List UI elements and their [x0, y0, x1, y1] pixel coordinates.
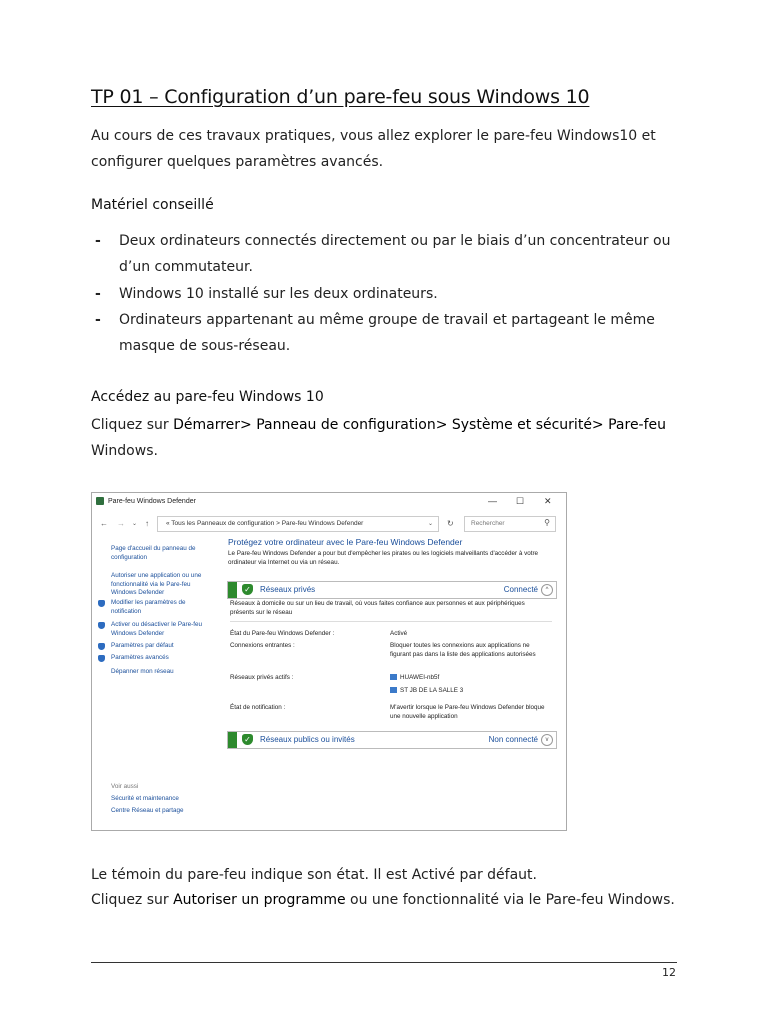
- close-icon[interactable]: ✕: [544, 496, 552, 506]
- link-advanced[interactable]: Paramètres avancés: [111, 654, 213, 663]
- state-label: État du Pare-feu Windows Defender :: [230, 630, 335, 637]
- left-pane: [92, 537, 220, 827]
- private-networks-label: Réseaux privés: [260, 585, 316, 594]
- link-troubleshoot[interactable]: Dépanner mon réseau: [111, 668, 174, 675]
- notification-value: M'avertir lorsque le Pare-feu Windows Defender bloque une nouvelle application: [390, 704, 545, 720]
- network-icon: [390, 687, 397, 693]
- firewall-window-screenshot: [91, 492, 567, 831]
- private-networks-status: Connecté: [503, 585, 538, 594]
- window-titlebar: [92, 493, 566, 511]
- status-bar: [228, 582, 237, 598]
- firewall-icon: [96, 497, 104, 505]
- state-value: Activé: [390, 630, 408, 637]
- bullet-dash: -: [95, 312, 101, 328]
- link-network-center[interactable]: Centre Réseau et partage: [111, 807, 184, 814]
- search-placeholder: Rechercher: [471, 520, 505, 527]
- click-instruction: [91, 887, 691, 913]
- window-title: Pare-feu Windows Defender: [108, 498, 196, 505]
- address-dropdown-icon[interactable]: ⌄: [428, 521, 434, 527]
- intro-line-1: Au cours de ces travaux pratiques, vous allez explorer le pare-feu Windows10 et: [91, 128, 656, 144]
- intro-line-2: configurer quelques paramètres avancés.: [91, 154, 384, 170]
- private-networks-header[interactable]: [227, 581, 557, 599]
- public-networks-label: Réseaux publics ou invités: [260, 735, 355, 744]
- forward-icon[interactable]: →: [117, 519, 125, 528]
- bullet-item: [91, 307, 691, 359]
- network-name: ST JB DE LA SALLE 3: [400, 687, 464, 694]
- network-name: HUAWEI-nb5f: [400, 674, 440, 681]
- access-path-end: Windows.: [91, 443, 158, 459]
- access-heading: Accédez au pare-feu Windows 10: [91, 389, 324, 405]
- bullet-line: Windows 10 installé sur les deux ordinateurs.: [119, 286, 438, 302]
- access-prefix: Cliquez sur: [91, 417, 174, 433]
- bullet-item: [91, 281, 691, 307]
- address-path: « Tous les Panneaux de configuration > Pare-feu Windows Defender: [166, 520, 364, 527]
- access-paragraph: [91, 412, 691, 464]
- bullet-line: Ordinateurs appartenant au même groupe de travail et partageant le même: [119, 312, 655, 328]
- link-notification[interactable]: Modifier les paramètres de notification: [111, 599, 213, 616]
- status-bar: [228, 732, 237, 748]
- click-suffix: ou une fonctionnalité via le Pare-feu Windows.: [345, 892, 675, 908]
- footer-divider: [91, 962, 677, 963]
- back-icon[interactable]: ←: [100, 519, 108, 528]
- shield-check-icon: ✓: [242, 584, 253, 595]
- incoming-label: Connexions entrantes :: [230, 642, 295, 649]
- see-also-label: Voir aussi: [111, 783, 139, 790]
- access-line: [91, 412, 691, 438]
- network-icon: [390, 674, 397, 680]
- click-bold: Autoriser un programme: [173, 892, 346, 908]
- main-title: Protégez votre ordinateur avec le Pare-feu Windows Defender: [228, 537, 463, 547]
- intro-paragraph: [91, 123, 691, 175]
- divider: [230, 621, 552, 622]
- shield-check-icon: ✓: [242, 734, 253, 745]
- search-input[interactable]: [464, 516, 556, 532]
- bullet-dash: -: [95, 233, 101, 249]
- link-allow-app[interactable]: Autoriser une application ou une fonctionnalité via le Pare-feu Windows Defender: [111, 572, 202, 596]
- private-networks-description: Réseaux à domicile ou sur un lieu de travail, où vous faites confiance aux personnes et aux périphériques présents sur le réseau: [230, 600, 525, 616]
- main-description: Le Pare-feu Windows Defender a pour but d'empêcher les pirates ou les logiciels malveillants d'accéder à votre ordinateur via Internet ou via un réseau.: [228, 550, 539, 566]
- link-security-maintenance[interactable]: Sécurité et maintenance: [111, 795, 179, 802]
- page-number: 12: [662, 966, 676, 979]
- up-icon[interactable]: ↑: [145, 519, 149, 528]
- bullet-line: Deux ordinateurs connectés directement ou par le biais d’un concentrateur ou: [119, 233, 671, 249]
- maximize-icon[interactable]: ☐: [516, 496, 525, 506]
- incoming-value: Bloquer toutes les connexions aux applications ne figurant pas dans la liste des applications autorisées: [390, 642, 536, 658]
- link-home[interactable]: Page d'accueil du panneau de configuration: [111, 545, 196, 561]
- search-icon: ⚲: [544, 518, 550, 527]
- bullet-item: [91, 228, 691, 280]
- bullet-line: masque de sous-réseau.: [119, 338, 291, 354]
- link-defaults[interactable]: Paramètres par défaut: [111, 642, 213, 651]
- minimize-icon[interactable]: —: [488, 496, 497, 506]
- recent-dropdown-icon[interactable]: ⌄: [132, 521, 138, 527]
- chevron-down-icon[interactable]: v: [541, 734, 553, 746]
- temoin-text: Le témoin du pare-feu indique son état. Il est Activé par défaut.: [91, 867, 537, 883]
- click-prefix: Cliquez sur: [91, 892, 174, 908]
- page-title: TP 01 – Configuration d’un pare-feu sous Windows 10: [91, 86, 590, 108]
- refresh-icon[interactable]: ↻: [447, 519, 454, 528]
- chevron-up-icon[interactable]: ^: [541, 584, 553, 596]
- public-networks-status: Non connecté: [488, 735, 538, 744]
- notification-label: État de notification :: [230, 704, 286, 711]
- access-path: Démarrer> Panneau de configuration> Système et sécurité> Pare-feu: [173, 417, 667, 433]
- bullet-line: d’un commutateur.: [119, 259, 253, 275]
- materiel-heading: Matériel conseillé: [91, 197, 214, 213]
- address-bar: [92, 515, 566, 533]
- public-networks-header[interactable]: [227, 731, 557, 749]
- bullet-dash: -: [95, 286, 101, 302]
- link-toggle[interactable]: Activer ou désactiver le Pare-feu Windows Defender: [111, 621, 213, 638]
- active-networks-label: Réseaux privés actifs :: [230, 674, 294, 681]
